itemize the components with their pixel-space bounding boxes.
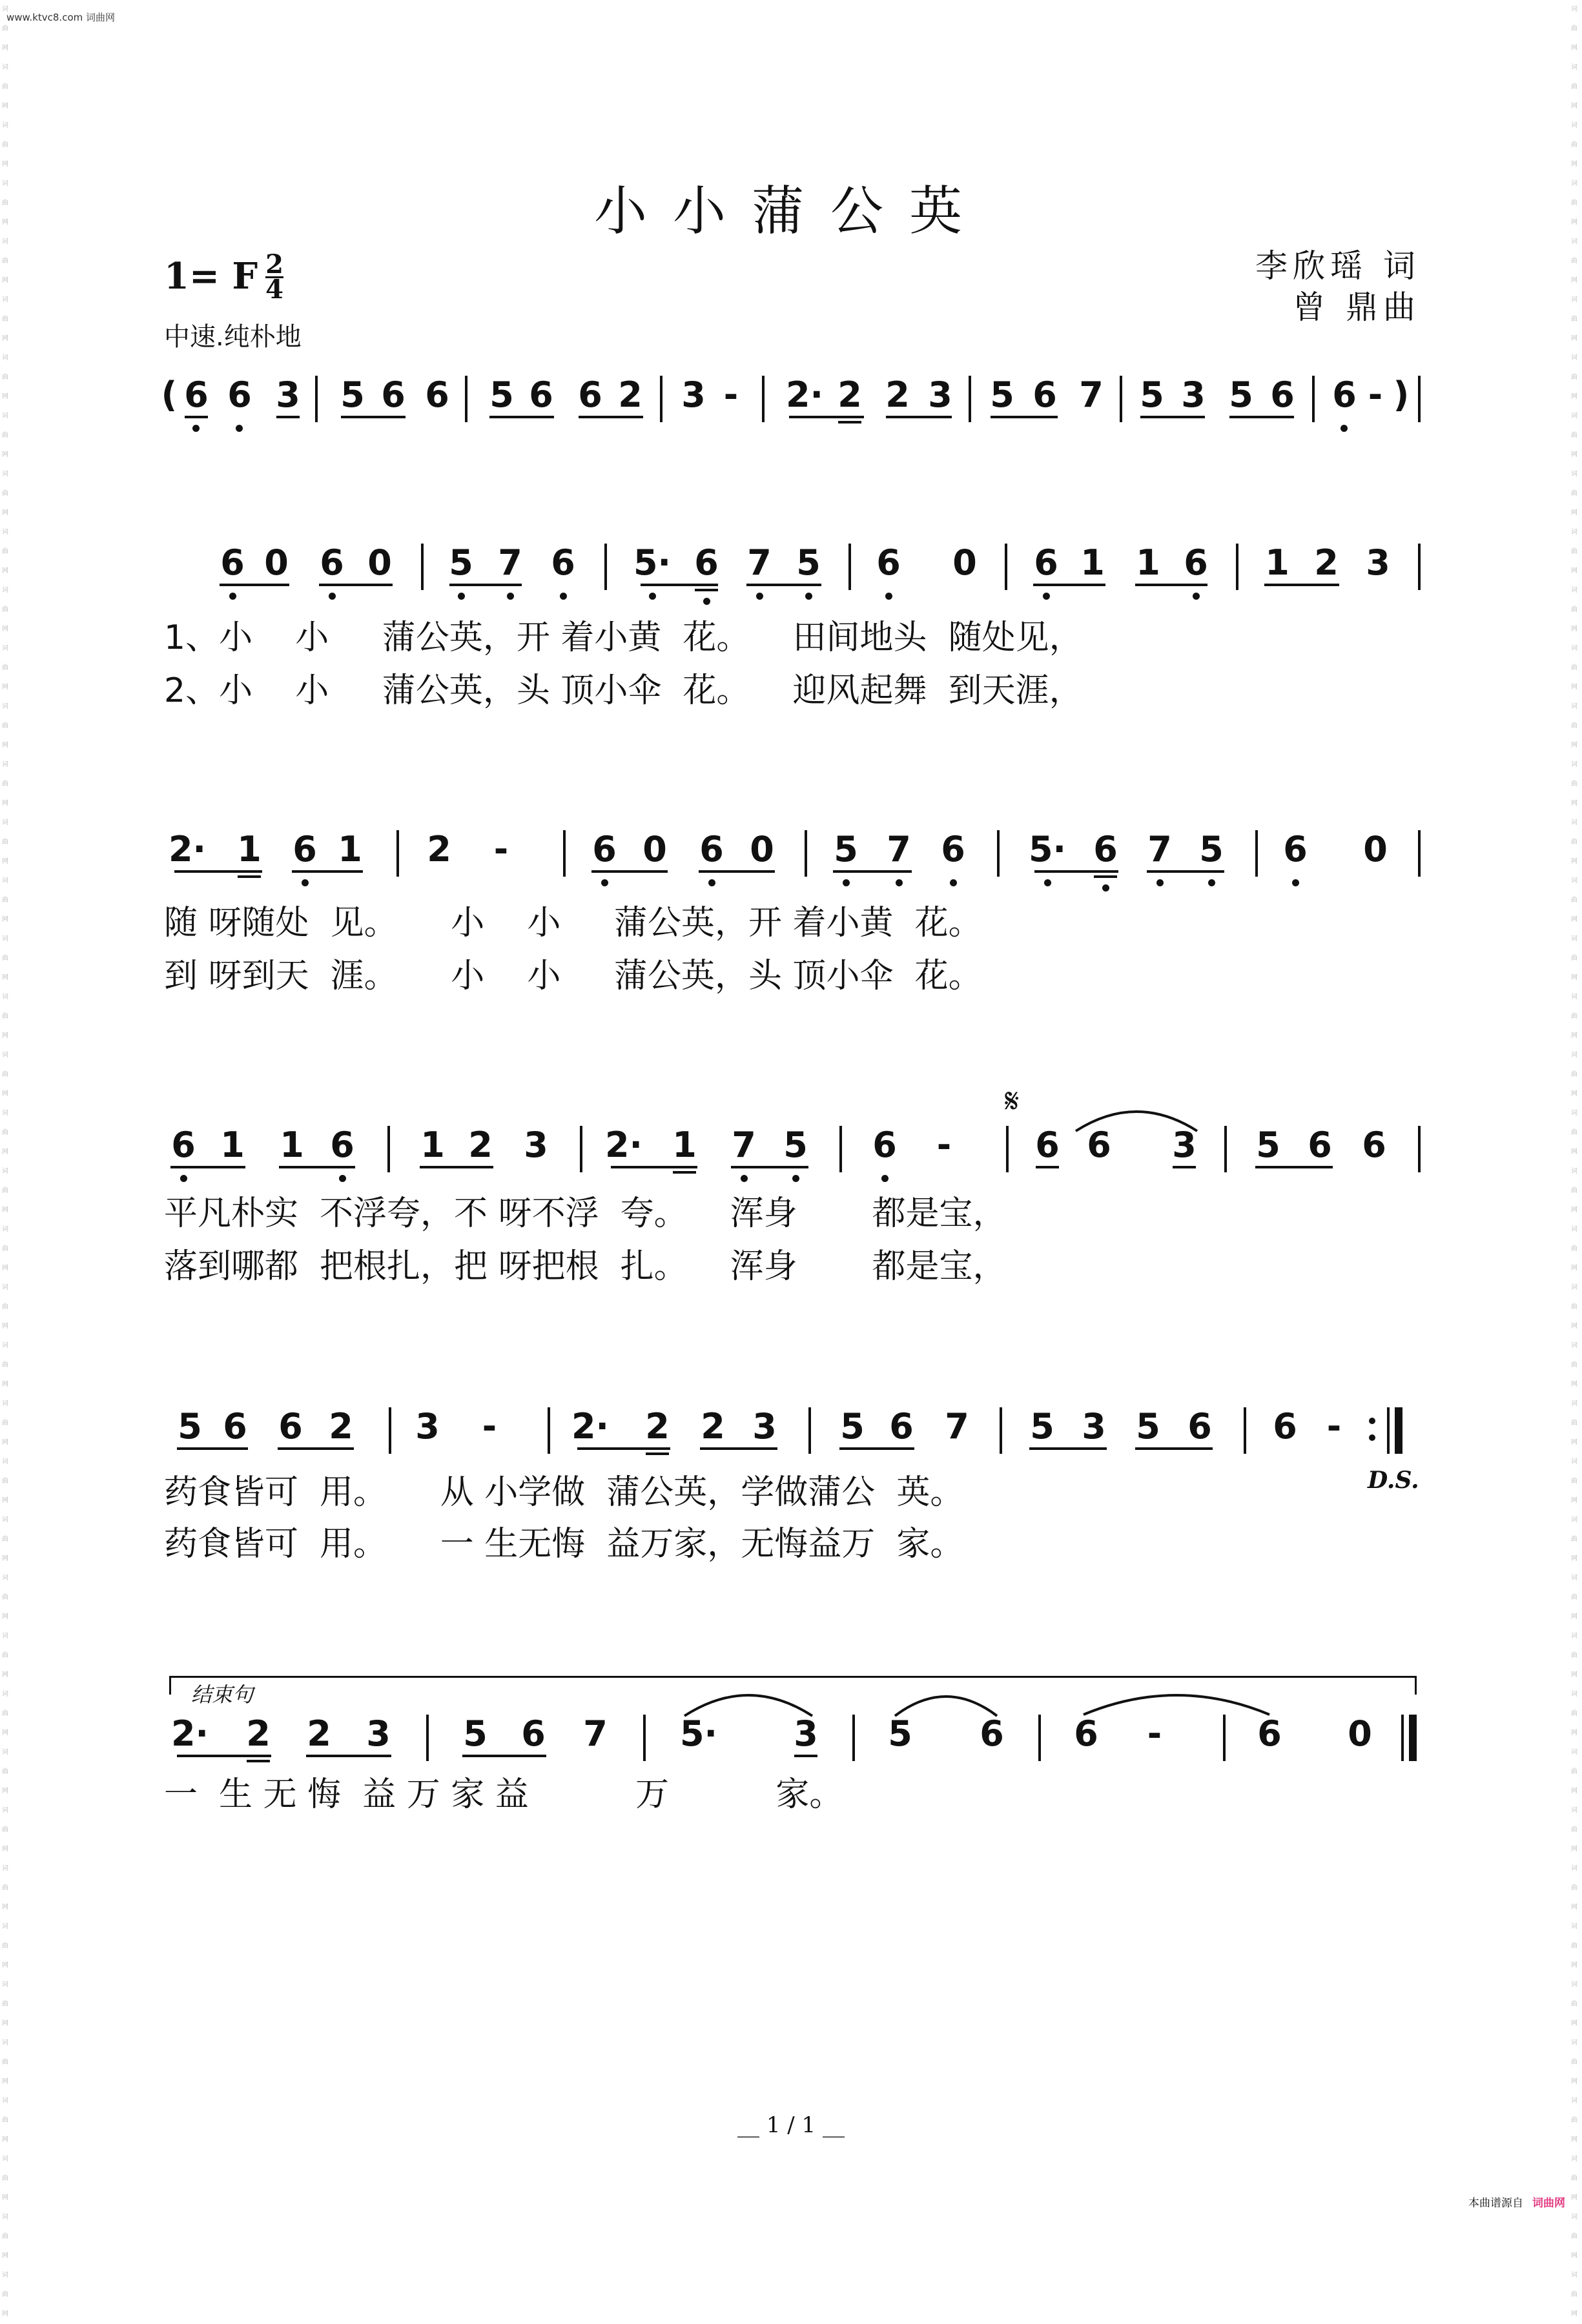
dal-segno-mark: D.S. bbox=[1368, 1467, 1419, 1494]
note: 2 bbox=[645, 1406, 670, 1447]
lyrics-verse1-line3: 平凡朴实 不浮夸，不 呀不浮 夸。 浑身 都是宝， bbox=[164, 1194, 1007, 1233]
note: 3 bbox=[276, 374, 300, 415]
note: 7 bbox=[1079, 374, 1104, 415]
note: 6 bbox=[1257, 1713, 1282, 1754]
underline bbox=[185, 416, 208, 418]
staff-line-2 bbox=[0, 830, 1582, 882]
lyrics-verse2-line1: 2、小 小 蒲公英，头 顶小伞 花。 迎风起舞 到天涯， bbox=[164, 671, 1083, 710]
underline bbox=[341, 416, 406, 418]
low-octave-dot bbox=[1341, 425, 1348, 432]
barline bbox=[1418, 1126, 1421, 1172]
low-octave-dot bbox=[1193, 593, 1200, 600]
note: 1 bbox=[1136, 542, 1160, 583]
segno-sign: 𝄋 bbox=[1005, 1082, 1020, 1121]
underline bbox=[695, 589, 718, 591]
note: 6 bbox=[1332, 374, 1357, 415]
note: 6 bbox=[529, 374, 553, 415]
underline bbox=[1255, 1166, 1333, 1168]
note: 2 bbox=[468, 1125, 493, 1165]
note: 5 bbox=[1199, 829, 1224, 870]
low-octave-dot bbox=[1044, 879, 1051, 886]
note: 6 bbox=[592, 829, 617, 870]
note: 3 bbox=[366, 1713, 391, 1754]
barline bbox=[805, 830, 807, 877]
time-signature bbox=[262, 249, 287, 305]
underline bbox=[177, 1447, 248, 1450]
note: 2· bbox=[571, 1406, 610, 1447]
underline bbox=[276, 416, 300, 418]
low-octave-dot bbox=[302, 879, 309, 886]
note: 3 bbox=[1082, 1406, 1106, 1447]
barline bbox=[315, 376, 318, 422]
barline bbox=[421, 544, 424, 590]
underline bbox=[746, 584, 821, 586]
low-octave-dot bbox=[507, 593, 514, 600]
lyrics-verse1-line1: 1、小 小 蒲公英，开 着小黄 花。 田间地头 随处见， bbox=[164, 618, 1083, 657]
underline bbox=[1135, 584, 1207, 586]
brand-logo[interactable]: 词曲网 bbox=[1532, 2197, 1565, 2210]
note: 1 bbox=[220, 1125, 245, 1165]
repeat-dot bbox=[1369, 1434, 1375, 1441]
underline bbox=[1173, 1166, 1196, 1168]
low-octave-dot bbox=[805, 593, 812, 600]
low-octave-dot bbox=[180, 1175, 187, 1182]
note: 5 bbox=[449, 542, 473, 583]
barline bbox=[1255, 830, 1258, 877]
note: 2· bbox=[604, 1125, 643, 1165]
note: 5 bbox=[840, 1406, 865, 1447]
composer-credit: 曾 鼎曲 bbox=[1293, 289, 1421, 326]
note: 6 bbox=[330, 1125, 354, 1165]
barline bbox=[426, 1715, 429, 1761]
barline bbox=[396, 830, 399, 877]
lyrics-verse1-line2: 随 呀随处 见。 小 小 蒲公英，开 着小黄 花。 bbox=[164, 904, 982, 943]
underline bbox=[1140, 416, 1205, 418]
underline bbox=[838, 421, 861, 423]
note: 6 bbox=[1035, 1125, 1060, 1165]
staff-line-4 bbox=[0, 1407, 1582, 1459]
time-signature-bottom: 4 bbox=[265, 274, 283, 305]
barline bbox=[465, 376, 467, 422]
note: 3 bbox=[794, 1713, 818, 1754]
barline bbox=[1418, 544, 1421, 590]
underline bbox=[1036, 1166, 1059, 1168]
underline bbox=[833, 870, 912, 873]
note: 6 bbox=[980, 1713, 1004, 1754]
note: 2 bbox=[329, 1406, 353, 1447]
underline bbox=[462, 1755, 546, 1757]
note: 6 bbox=[1184, 542, 1208, 583]
underline bbox=[420, 1166, 493, 1168]
note: 5 bbox=[1256, 1125, 1280, 1165]
note: 6 bbox=[694, 542, 719, 583]
note: 6 bbox=[1093, 829, 1118, 870]
note: 2· bbox=[785, 374, 824, 415]
note: 6 bbox=[1032, 374, 1057, 415]
note: 7 bbox=[945, 1406, 969, 1447]
underline bbox=[489, 416, 554, 418]
note: 6 bbox=[223, 1406, 247, 1447]
underline bbox=[641, 584, 718, 586]
underline bbox=[319, 584, 393, 586]
low-octave-dot bbox=[560, 593, 567, 600]
staff-line-3 bbox=[0, 1126, 1582, 1177]
note: 6 bbox=[184, 374, 209, 415]
lyrics-verse2-line2: 到 呀到天 涯。 小 小 蒲公英，头 顶小伞 花。 bbox=[164, 957, 982, 995]
note: 5 bbox=[888, 1713, 912, 1754]
coda-label: 结束句 bbox=[191, 1682, 254, 1707]
note: 2· bbox=[170, 1713, 209, 1754]
lyrics-verse2-line3: 落到哪都 把根扎，把 呀把根 扎。 浑身 都是宝， bbox=[164, 1247, 1007, 1286]
note: 6 bbox=[1283, 829, 1308, 870]
right-side-watermark: 词曲网词曲网词曲网词曲网词曲网词曲网词曲网词曲网词曲网词曲网词曲网词曲网词曲网词曲网词曲网词曲网词曲网词曲网词曲网词曲网词曲网词曲网词曲网词曲网词曲网词曲网词曲网词曲网词曲网词曲网词曲网词曲网词曲网词曲网词曲网词曲网词曲网词曲网词曲网词曲网 bbox=[1571, 6, 1577, 2318]
note: - bbox=[482, 1406, 497, 1447]
note: 5· bbox=[679, 1713, 718, 1754]
note: 5 bbox=[489, 374, 514, 415]
barline bbox=[1223, 1715, 1226, 1761]
low-octave-dot bbox=[1292, 879, 1299, 886]
note: 6 bbox=[1270, 374, 1295, 415]
lyrics-verse2-line4: 药食皆可 用。 一 生无悔 益万家，无悔益万 家。 bbox=[164, 1525, 964, 1564]
barline bbox=[660, 376, 663, 422]
note: 7 bbox=[887, 829, 911, 870]
note: 6 bbox=[293, 829, 317, 870]
barline bbox=[1236, 544, 1238, 590]
repeat-dot bbox=[1369, 1418, 1375, 1424]
note: 6 bbox=[425, 374, 449, 415]
underline bbox=[794, 1755, 817, 1757]
note: 6 bbox=[551, 542, 575, 583]
note: 6 bbox=[278, 1406, 303, 1447]
barline bbox=[1312, 376, 1315, 422]
barline bbox=[604, 544, 607, 590]
note: 1 bbox=[1080, 542, 1105, 583]
note: 5 bbox=[178, 1406, 202, 1447]
note: 5 bbox=[990, 374, 1014, 415]
note: 7 bbox=[747, 542, 772, 583]
time-signature-top: 2 bbox=[265, 249, 283, 280]
low-octave-dot bbox=[950, 879, 957, 886]
note: 5 bbox=[783, 1125, 808, 1165]
barline bbox=[1418, 830, 1421, 877]
barline bbox=[1244, 1407, 1246, 1454]
underline bbox=[449, 584, 522, 586]
note: 6 bbox=[220, 542, 245, 583]
note: 6 bbox=[876, 542, 901, 583]
note: 5 bbox=[796, 542, 821, 583]
barline bbox=[563, 830, 566, 877]
lyrics-verse1-line4: 药食皆可 用。 从 小学做 蒲公英，学做蒲公 英。 bbox=[164, 1473, 964, 1512]
note: 1 bbox=[280, 1125, 304, 1165]
note: - bbox=[1368, 374, 1383, 415]
barline bbox=[548, 1407, 550, 1454]
note: 6 bbox=[941, 829, 965, 870]
note: 3 bbox=[752, 1406, 777, 1447]
underline bbox=[646, 1452, 669, 1455]
barline bbox=[1038, 1715, 1041, 1761]
note: 5 bbox=[1136, 1406, 1160, 1447]
note: 5 bbox=[463, 1713, 488, 1754]
barline bbox=[997, 830, 1000, 877]
note: 2 bbox=[701, 1406, 725, 1447]
note: 6 bbox=[889, 1406, 914, 1447]
note: 6 bbox=[578, 374, 602, 415]
note: 6 bbox=[699, 829, 724, 870]
low-octave-dot bbox=[192, 425, 200, 432]
barline bbox=[852, 1715, 855, 1761]
low-octave-dot bbox=[1208, 879, 1215, 886]
note: 2 bbox=[1314, 542, 1339, 583]
underline bbox=[700, 1447, 777, 1450]
note: 2 bbox=[618, 374, 642, 415]
underline bbox=[577, 1447, 670, 1450]
low-octave-dot bbox=[756, 593, 763, 600]
low-octave-dot bbox=[458, 593, 465, 600]
note: 0 bbox=[1363, 829, 1388, 870]
underline bbox=[886, 416, 952, 418]
underline bbox=[278, 1447, 354, 1450]
barline bbox=[808, 1407, 811, 1454]
underline bbox=[220, 584, 289, 586]
note: 6 bbox=[171, 1125, 196, 1165]
note: 5 bbox=[340, 374, 365, 415]
barline bbox=[580, 1126, 582, 1172]
lyrics-coda: 一 生 无 悔 益 万 家 益 万 家。 bbox=[164, 1775, 843, 1814]
low-octave-dot bbox=[885, 593, 892, 600]
underline bbox=[1147, 870, 1224, 873]
low-octave-dot bbox=[843, 879, 850, 886]
barline bbox=[839, 1126, 842, 1172]
barline bbox=[969, 376, 971, 422]
note: 0 bbox=[642, 829, 667, 870]
underline bbox=[699, 870, 775, 873]
note: 5 bbox=[1140, 374, 1164, 415]
brand-source-text: 本曲谱源自 bbox=[1468, 2197, 1523, 2210]
underline bbox=[731, 1166, 808, 1168]
underline bbox=[247, 1760, 270, 1762]
repeat-barline bbox=[1395, 1407, 1402, 1454]
note: - bbox=[1147, 1713, 1162, 1754]
underline bbox=[839, 1447, 914, 1450]
intro-open-paren: ( bbox=[161, 374, 178, 415]
low-octave-dot bbox=[741, 1175, 748, 1182]
note: 3 bbox=[928, 374, 952, 415]
bottom-brand bbox=[1468, 2194, 1565, 2210]
note: 0 bbox=[952, 542, 977, 583]
staff-line-5 bbox=[0, 1715, 1582, 1766]
lyricist-credit: 李欣瑶 词 bbox=[1255, 247, 1421, 285]
underline bbox=[1229, 416, 1294, 418]
note: 1 bbox=[338, 829, 362, 870]
note: 0 bbox=[264, 542, 289, 583]
note: 5 bbox=[1229, 374, 1253, 415]
underline bbox=[1029, 1447, 1107, 1450]
barline bbox=[1005, 544, 1007, 590]
note: 1 bbox=[420, 1125, 445, 1165]
note: - bbox=[1326, 1406, 1342, 1447]
underline bbox=[789, 416, 864, 418]
low-octave-dot bbox=[329, 593, 336, 600]
underline bbox=[177, 1755, 271, 1757]
barline bbox=[389, 1407, 391, 1454]
staff-line-1 bbox=[0, 544, 1582, 595]
barline bbox=[762, 376, 765, 422]
underline bbox=[579, 416, 643, 418]
header-url: www.ktvc8.com 词曲网 bbox=[6, 12, 116, 23]
note: - bbox=[723, 374, 739, 415]
underline bbox=[1135, 1447, 1213, 1450]
note: 6 bbox=[1308, 1125, 1332, 1165]
underline bbox=[991, 416, 1058, 418]
note: 2 bbox=[837, 374, 862, 415]
note: 6 bbox=[320, 542, 344, 583]
underline bbox=[1094, 875, 1117, 878]
note: 1 bbox=[1265, 542, 1289, 583]
note: 5 bbox=[834, 829, 858, 870]
underline bbox=[174, 870, 262, 873]
note: 3 bbox=[1181, 374, 1206, 415]
note: 3 bbox=[524, 1125, 548, 1165]
note: 3 bbox=[681, 374, 706, 415]
note: 6 bbox=[521, 1713, 546, 1754]
note: 6 bbox=[227, 374, 252, 415]
note: - bbox=[936, 1125, 952, 1165]
underline bbox=[279, 1166, 355, 1168]
underline bbox=[1264, 584, 1339, 586]
note: 3 bbox=[415, 1406, 440, 1447]
underline bbox=[306, 1755, 391, 1757]
underline bbox=[611, 1166, 697, 1168]
tempo-marking: 中速.纯朴地 bbox=[164, 322, 302, 352]
low-octave-dot bbox=[792, 1175, 799, 1182]
intro-close-paren: ) bbox=[1393, 374, 1410, 415]
note: 7 bbox=[583, 1713, 608, 1754]
underline bbox=[1033, 584, 1105, 586]
low-octave-dot bbox=[1043, 593, 1050, 600]
note: 6 bbox=[1362, 1125, 1386, 1165]
note: 6 bbox=[1087, 1125, 1111, 1165]
note: 2 bbox=[246, 1713, 271, 1754]
key-signature: 1= F bbox=[164, 255, 258, 298]
note: 1 bbox=[672, 1125, 697, 1165]
note: 7 bbox=[498, 542, 522, 583]
left-side-watermark: 词曲网词曲网词曲网词曲网词曲网词曲网词曲网词曲网词曲网词曲网词曲网词曲网词曲网词曲网词曲网词曲网词曲网词曲网词曲网词曲网词曲网词曲网词曲网词曲网词曲网词曲网词曲网词曲网词曲网词曲网词曲网词曲网词曲网词曲网词曲网词曲网词曲网词曲网词曲网词曲网 bbox=[2, 6, 8, 2318]
intro-row bbox=[0, 376, 1582, 427]
note: 7 bbox=[732, 1125, 756, 1165]
barline bbox=[1120, 376, 1122, 422]
note: 2 bbox=[885, 374, 910, 415]
final-barline bbox=[1409, 1715, 1417, 1761]
underline bbox=[591, 870, 668, 873]
note: 1 bbox=[237, 829, 262, 870]
note: 6 bbox=[381, 374, 406, 415]
underline bbox=[673, 1171, 696, 1174]
barline bbox=[1006, 1126, 1009, 1172]
note: 0 bbox=[367, 542, 392, 583]
barline bbox=[1000, 1407, 1002, 1454]
low-octave-dot bbox=[236, 425, 243, 432]
note: 6 bbox=[1187, 1406, 1212, 1447]
low-octave-dot bbox=[649, 593, 656, 600]
note: 6 bbox=[1074, 1713, 1098, 1754]
page-number: __ 1 / 1 __ bbox=[737, 2112, 845, 2138]
barline bbox=[1401, 1715, 1404, 1761]
note: 0 bbox=[750, 829, 774, 870]
low-octave-dot bbox=[896, 879, 903, 886]
barline bbox=[848, 544, 851, 590]
note: 6 bbox=[1273, 1406, 1297, 1447]
note: 5· bbox=[1028, 829, 1067, 870]
barline-final bbox=[1418, 376, 1421, 422]
underline bbox=[238, 875, 261, 878]
underline bbox=[1034, 870, 1118, 873]
underline bbox=[170, 1166, 245, 1168]
note: - bbox=[493, 829, 509, 870]
note: 2 bbox=[307, 1713, 331, 1754]
barline bbox=[1224, 1126, 1227, 1172]
low-octave-dot bbox=[339, 1175, 346, 1182]
low-octave-dot bbox=[229, 593, 236, 600]
low-octave-dot bbox=[703, 598, 710, 605]
note: 3 bbox=[1366, 542, 1390, 583]
low-octave-dot bbox=[1102, 884, 1109, 892]
note: 6 bbox=[1034, 542, 1058, 583]
low-octave-dot bbox=[1156, 879, 1164, 886]
low-octave-dot bbox=[601, 879, 608, 886]
note: 3 bbox=[1172, 1125, 1197, 1165]
note: 5· bbox=[633, 542, 672, 583]
note: 7 bbox=[1147, 829, 1172, 870]
barline bbox=[387, 1126, 390, 1172]
note: 0 bbox=[1348, 1713, 1372, 1754]
note: 2· bbox=[168, 829, 207, 870]
note: 6 bbox=[872, 1125, 897, 1165]
note: 5 bbox=[1030, 1406, 1054, 1447]
low-octave-dot bbox=[881, 1175, 889, 1182]
underline bbox=[292, 870, 363, 873]
note: 2 bbox=[427, 829, 451, 870]
barline bbox=[1387, 1407, 1390, 1454]
low-octave-dot bbox=[708, 879, 715, 886]
score-title: 小小蒲公英 bbox=[593, 181, 988, 242]
barline bbox=[643, 1715, 646, 1761]
